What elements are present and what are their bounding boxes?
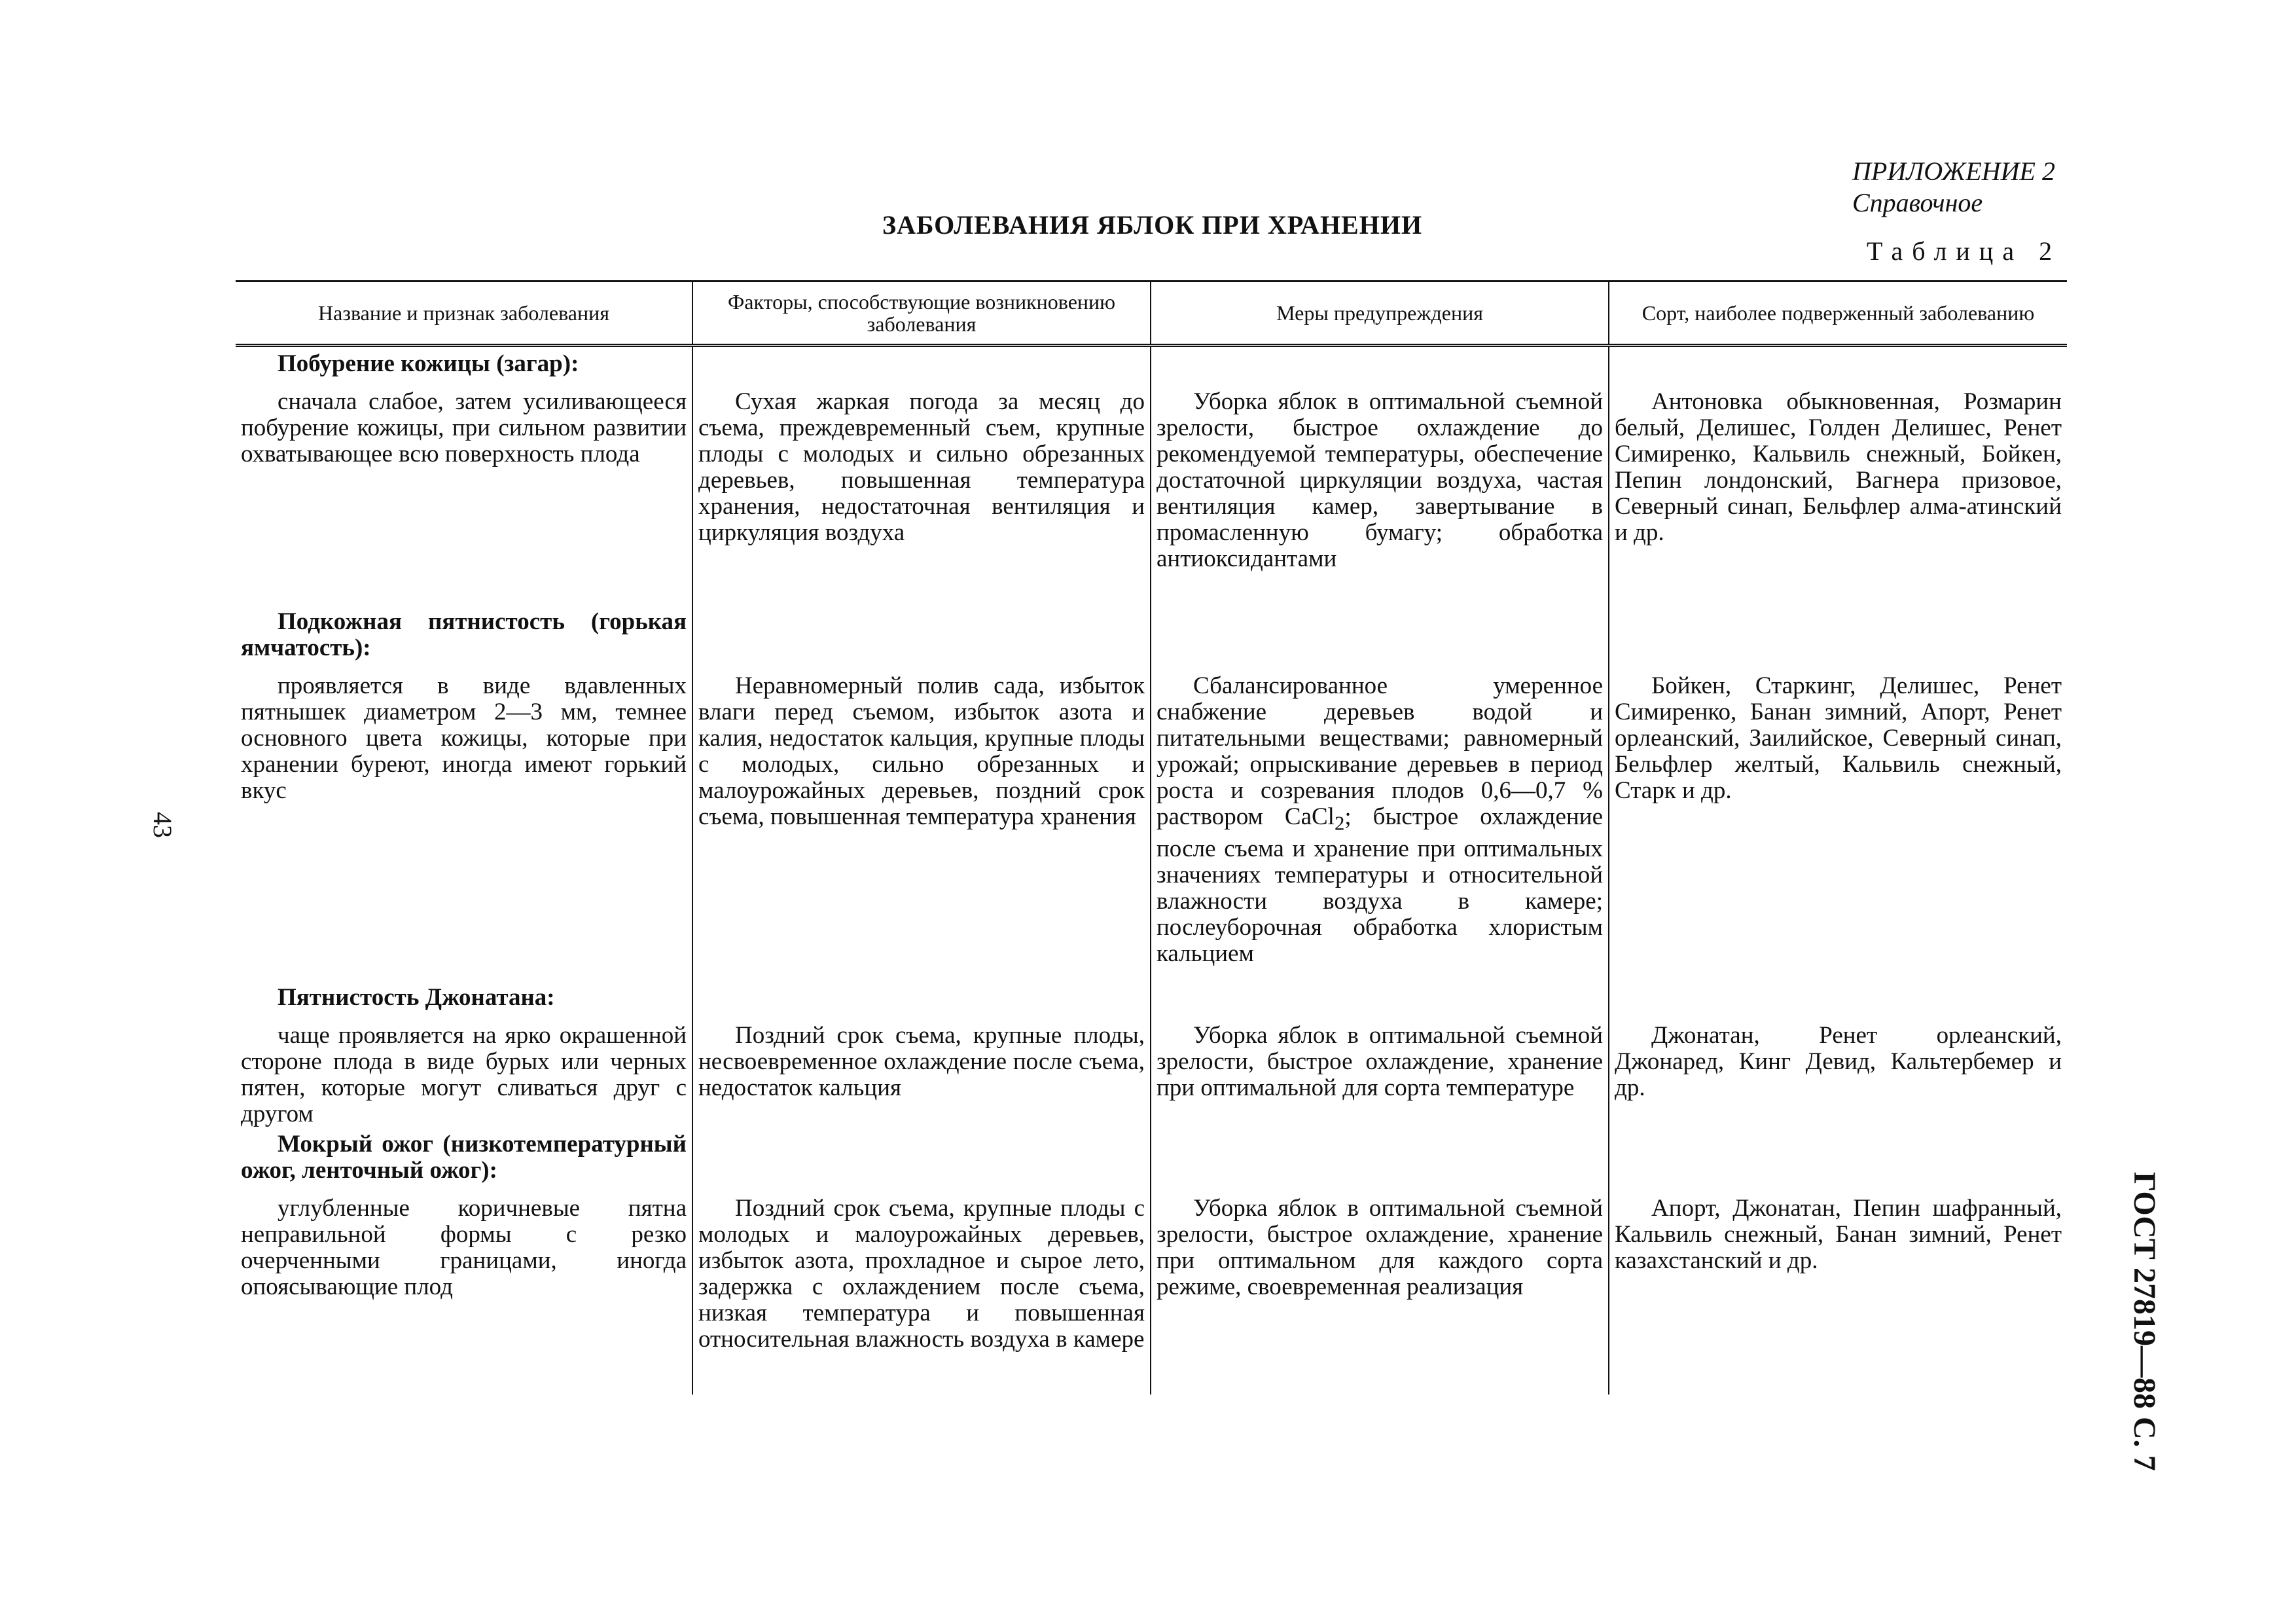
page-number: 43	[148, 812, 177, 838]
disease-heading-row	[236, 1127, 2067, 1193]
disease-varieties: Бойкен, Старкинг, Делишес, Ренет Симиренко, Банан зимний, Апорт, Ренет орлеанский, Заилийское, Северный синап, Бельфлер желтый, Кальвиль снежный, Старк и др.	[1609, 670, 2067, 981]
disease-factors: Поздний срок съема, крупные плоды с молодых и малоурожайных деревьев, избыток азота, прохладное и сырое лето, задержка с охлаждением после съема, низкая температура и повышенная относительная влажность воздуха в камере	[692, 1193, 1151, 1395]
disease-prevention: Уборка яблок в оптимальной съемной зрелости, быстрое охлаждение, хранение при оптимальном для каждого сорта режиме, своевременная реализация	[1151, 1193, 1609, 1395]
disease-prevention: Уборка яблок в оптимальной съемной зрелости, быстрое охлаждение до рекомендуемой температуры, обеспечение достаточной циркуляции воздуха, частая вентиляция камер, завертывание в промасленную бумагу; обработка антиоксидантами	[1151, 386, 1609, 605]
column-header-varieties: Сорт, наиболее подверженный заболеванию	[1609, 282, 2067, 346]
disease-name: Мокрый ожог (низкотемпературный ожог, ленточный ожог):	[241, 1131, 687, 1184]
disease-symptoms: углубленные коричневые пятна неправильной формы с резко очерченными границами, иногда опоясывающие плод	[241, 1195, 687, 1300]
disease-symptoms: чаще проявляется на ярко окрашенной стороне плода в виде бурых или черных пятен, которые могут сливаться друг с другом	[241, 1022, 687, 1127]
disease-name: Побурение кожицы (загар):	[278, 350, 579, 377]
disease-heading-row	[236, 981, 2067, 1020]
disease-varieties: Апорт, Джонатан, Пепин шафранный, Кальвиль снежный, Банан зимний, Ренет казахстанский и др.	[1609, 1193, 2067, 1395]
page-title: ЗАБОЛЕВАНИЯ ЯБЛОК ПРИ ХРАНЕНИИ	[882, 210, 1423, 240]
disease-varieties: Джонатан, Ренет орлеанский, Джонаред, Кинг Девид, Кальтербемер и др.	[1609, 1020, 2067, 1127]
disease-name: Подкожная пятнистость (горькая ямчатость):	[241, 608, 687, 661]
disease-symptoms: сначала слабое, затем усиливающееся побурение кожицы, при сильном развитии охватывающее всю поверхность плода	[241, 388, 687, 467]
disease-name: Пятнистость Джонатана:	[278, 984, 555, 1011]
appendix-label	[1852, 156, 2055, 219]
table-header-row	[236, 282, 2067, 346]
table-row	[236, 1193, 2067, 1395]
appendix-type: Справочное	[1852, 188, 1983, 217]
prevention-text-cont: ; быстрое охлаждение после съема и хранение при оптимальных значениях температуры и относительной влажности воздуха в камере; послеуборочная обработка хлористым кальцием	[1157, 803, 1603, 968]
column-header-factors: Факторы, способствующие возникновению заболевания	[692, 282, 1151, 346]
prevention-text: Сбалансированное умеренное снабжение деревьев водой и питательными веществами; равномерный урожай; опрыскивание деревьев в период роста и созревания плодов 0,6—0,7 % раствором CaCl	[1157, 672, 1603, 830]
table-row	[236, 1020, 2067, 1127]
disease-prevention: Уборка яблок в оптимальной съемной зрелости, быстрое охлаждение, хранение при оптимальной для сорта температуре	[1151, 1020, 1609, 1127]
table-row	[236, 670, 2067, 981]
gost-reference: ГОСТ 27819—88 С. 7	[2127, 1172, 2162, 1471]
chemical-subscript: 2	[1334, 812, 1345, 835]
table-label: Таблица 2	[1867, 236, 2062, 266]
column-header-disease: Название и признак заболевания	[236, 282, 692, 346]
disease-prevention	[1151, 670, 1609, 981]
table-row	[236, 386, 2067, 605]
disease-factors: Неравномерный полив сада, избыток влаги перед съемом, избыток азота и калия, недостаток кальция, крупные плоды с молодых, сильно обрезанных и малоурожайных деревьев, поздний срок съема, повышенная температура хранения	[692, 670, 1151, 981]
disease-factors: Поздний срок съема, крупные плоды, несвоевременное охлаждение после съема, недостаток кальция	[692, 1020, 1151, 1127]
disease-factors: Сухая жаркая погода за месяц до съема, преждевременный съем, крупные плоды с молодых и сильно обрезанных деревьев, повышенная температура хранения, недостаточная вентиляция и циркуляция воздуха	[692, 386, 1151, 605]
disease-heading-row	[236, 605, 2067, 670]
disease-symptoms: проявляется в виде вдавленных пятнышек диаметром 2—3 мм, темнее основного цвета кожицы, которые при хранении буреют, иногда имеют горький вкус	[241, 672, 687, 804]
disease-varieties: Антоновка обыкновенная, Розмарин белый, Делишес, Голден Делишес, Ренет Симиренко, Кальвиль снежный, Бойкен, Пепин лондонский, Вагнера призовое, Северный синап, Бельфлер алма-атинский и др.	[1609, 386, 2067, 605]
disease-heading-row	[236, 346, 2067, 387]
diseases-table	[236, 280, 2067, 1395]
appendix-number: ПРИЛОЖЕНИЕ 2	[1852, 156, 2055, 186]
column-header-prevention: Меры предупреждения	[1151, 282, 1609, 346]
